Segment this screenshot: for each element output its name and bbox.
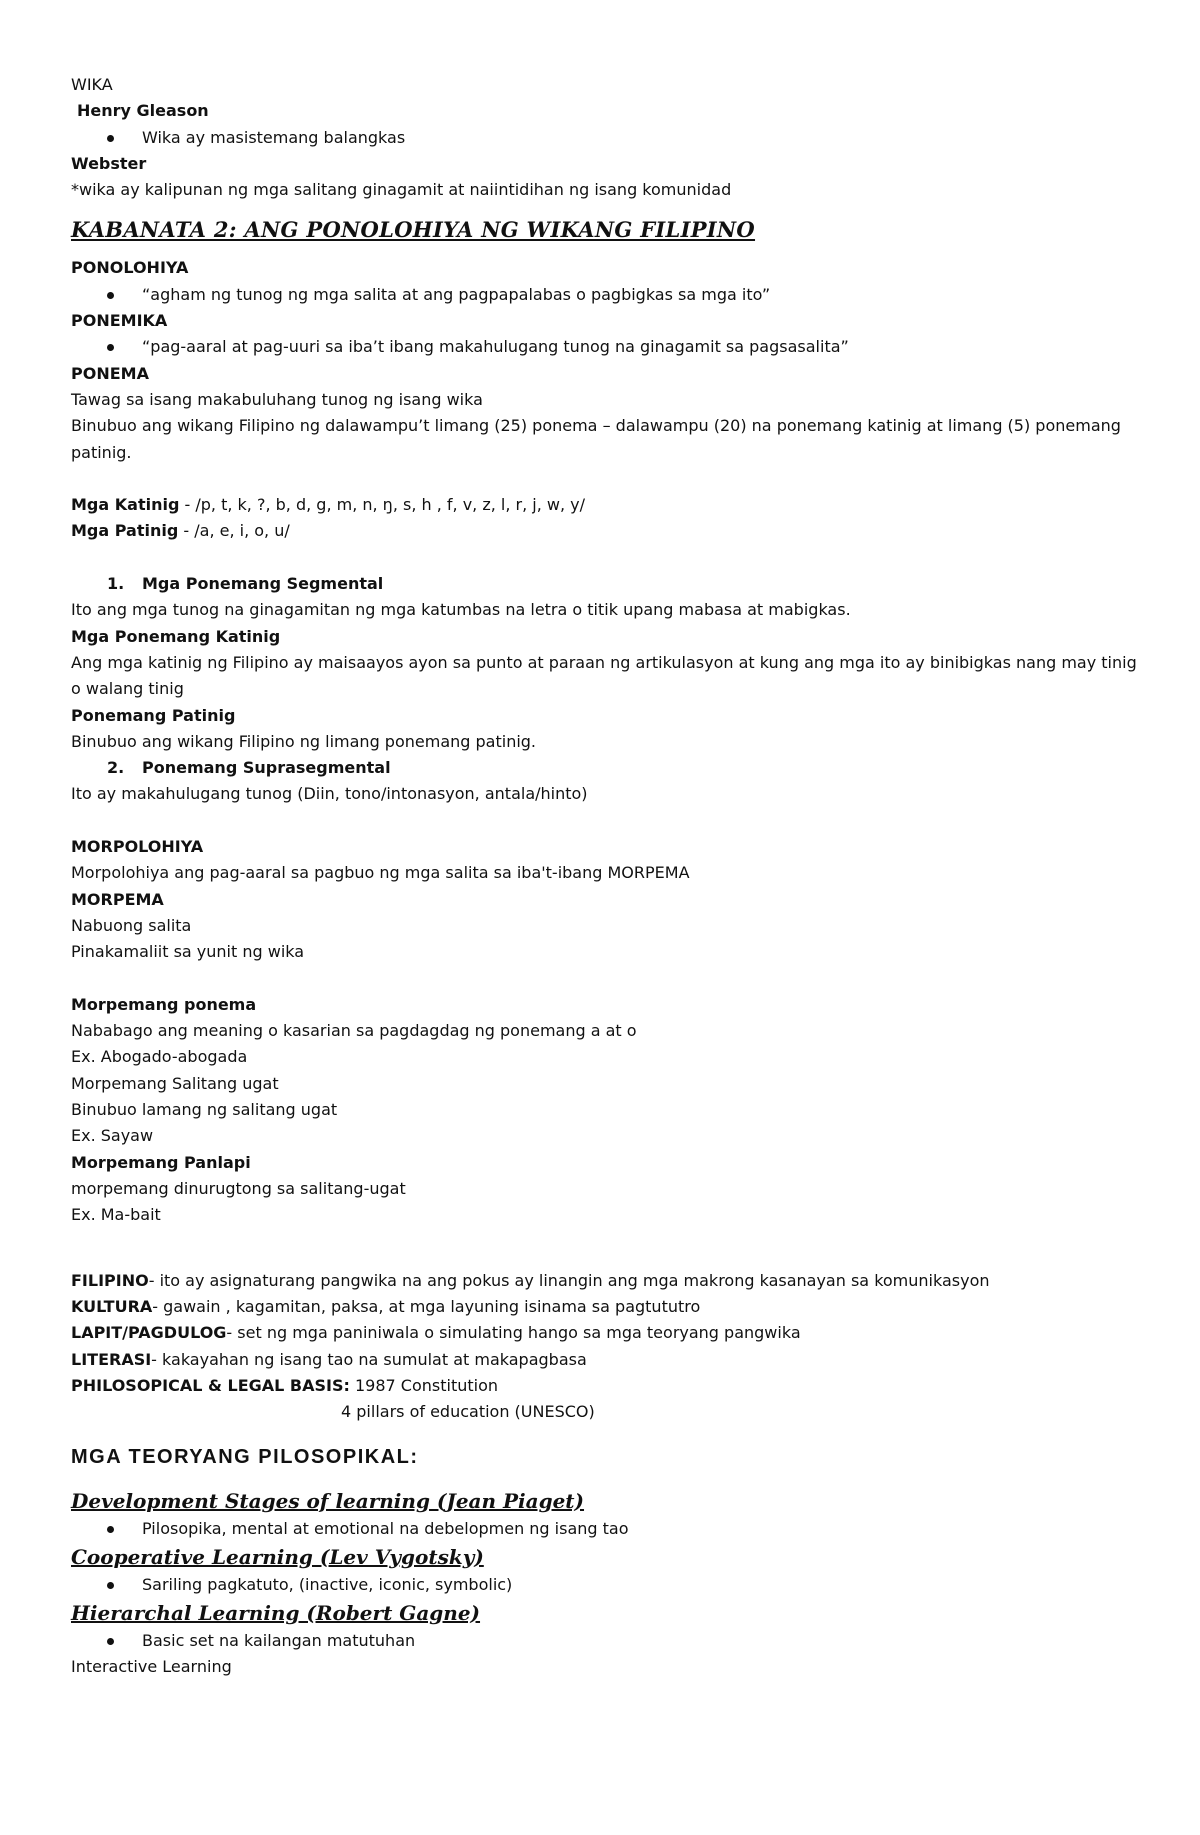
morpemang-ponema-line-7: Ex. Ma-bait	[71, 1205, 161, 1225]
morpolohiya-definition: Morpolohiya ang pag-aaral sa pagbuo ng mga salita sa iba't-ibang MORPEMA	[71, 863, 690, 883]
ponolohiya-definition: “agham ng tunog ng mga salita at ang pagpapalabas o pagbigkas sa mga ito”	[71, 282, 1151, 308]
morpemang-ponema-line-4: Binubuo lamang ng salitang ugat	[71, 1099, 338, 1119]
document-body	[71, 72, 1151, 1681]
suprasegmental-definition: Ito ay makahulugang tunog (Diin, tono/intonasyon, antala/hinto)	[71, 784, 588, 804]
patinig-heading: Ponemang Patinig	[71, 705, 236, 725]
katinig-heading: Mga Ponemang Katinig	[71, 626, 281, 646]
segmental-heading	[71, 571, 1151, 597]
ponema-line-1: Tawag sa isang makabuluhang tunog ng isang wika	[71, 389, 483, 409]
morpolohiya-heading: MORPOLOHIYA	[71, 837, 204, 857]
katinig-definition: Ang mga katinig ng Filipino ay maisaayos ayon sa punto at paraan ng artikulasyon at kung ang mga ito ay binibigkas nang may tinig o walang tinig	[71, 652, 1137, 699]
patinig-value: - /a, e, i, o, u/	[183, 521, 290, 541]
ponema-heading: PONEMA	[71, 363, 149, 383]
definition-term: LITERASI	[71, 1349, 152, 1369]
patinig-line	[71, 518, 1151, 544]
definition-item	[71, 1268, 1151, 1294]
theory-title: Cooperative Learning (Lev Vygotsky)	[71, 1544, 484, 1569]
morpemang-ponema-line-1: Nababago ang meaning o kasarian sa pagdagdag ng ponemang a at o	[71, 1021, 637, 1041]
section-title: MGA TEORYANG PILOSOPIKAL:	[71, 1445, 419, 1468]
morpema-heading: MORPEMA	[71, 889, 164, 909]
patinig-definition: Binubuo ang wikang Filipino ng limang ponemang patinig.	[71, 731, 537, 751]
gleason-bullet: Wika ay masistemang balangkas	[71, 125, 1151, 151]
morpema-line-2: Pinakamaliit sa yunit ng wika	[71, 942, 305, 962]
definition-term: PHILOSOPICAL & LEGAL BASIS:	[71, 1375, 350, 1395]
morpemang-ponema-line-2: Ex. Abogado-abogada	[71, 1047, 248, 1067]
definition-term: LAPIT/PAGDULOG	[71, 1323, 227, 1343]
definition-text: 1987 Constitution	[349, 1375, 499, 1395]
segmental-title: Mga Ponemang Segmental	[142, 574, 384, 594]
segmental-definition: Ito ang mga tunog na ginagamitan ng mga katumbas na letra o titik upang mabasa at mabigkas.	[71, 600, 851, 620]
definition-text: - ito ay asignaturang pangwika na ang pokus ay linangin ang mga makrong kasanayan sa komunikasyon	[148, 1270, 990, 1290]
theory-bullet: Pilosopika, mental at emotional na debelopmen ng isang tao	[71, 1516, 1151, 1542]
ponolohiya-heading: PONOLOHIYA	[71, 258, 189, 278]
definition-term: FILIPINO	[71, 1270, 149, 1290]
gleason-heading: Henry Gleason	[77, 101, 209, 121]
definition-item	[71, 1347, 1151, 1373]
ponemika-heading: PONEMIKA	[71, 311, 168, 331]
theory-bullet: Sariling pagkatuto, (inactive, iconic, symbolic)	[71, 1572, 1151, 1598]
katinig-line	[71, 492, 1151, 518]
definition-item	[71, 1373, 1151, 1399]
morpemang-ponema-line-5: Ex. Sayaw	[71, 1126, 154, 1146]
katinig-label: Mga Katinig	[71, 495, 180, 515]
morpemang-ponema-line-6: morpemang dinurugtong sa salitang-ugat	[71, 1178, 406, 1198]
theory-title: Hierarchal Learning (Robert Gagne)	[71, 1601, 481, 1626]
chapter-title: KABANATA 2: ANG PONOLOHIYA NG WIKANG FILIPINO	[71, 217, 756, 243]
ponemika-definition: “pag-aaral at pag-uuri sa iba’t ibang makahulugang tunog na ginagamit sa pagsasalita”	[71, 334, 1151, 360]
definition-item	[71, 1320, 1151, 1346]
definition-term: KULTURA	[71, 1297, 153, 1317]
last-line: Interactive Learning	[71, 1657, 232, 1677]
katinig-value: - /p, t, k, ?, b, d, g, m, n, ŋ, s, h , f, v, z, l, r, j, w, y/	[184, 495, 586, 515]
wika-heading: WIKA	[71, 75, 113, 94]
patinig-label: Mga Patinig	[71, 521, 179, 541]
definition-text: - gawain , kagamitan, paksa, at mga layuning isinama sa pagtututro	[152, 1297, 701, 1317]
morpema-line-1: Nabuong salita	[71, 915, 192, 935]
theory-title: Development Stages of learning (Jean Piaget)	[71, 1488, 585, 1513]
definition-item	[71, 1294, 1151, 1320]
morpemang-ponema-heading: Morpemang ponema	[71, 994, 257, 1014]
definition-text: - set ng mga paniniwala o simulating hango sa mga teoryang pangwika	[226, 1323, 801, 1343]
suprasegmental-number: 2.	[107, 758, 125, 778]
definition-text: - kakayahan ng isang tao na sumulat at makapagbasa	[151, 1349, 587, 1369]
theory-bullet: Basic set na kailangan matutuhan	[71, 1628, 1151, 1654]
webster-heading: Webster	[71, 153, 147, 173]
webster-definition: *wika ay kalipunan ng mga salitang ginagamit at naiintidihan ng isang komunidad	[71, 180, 732, 200]
panlapi-heading: Morpemang Panlapi	[71, 1152, 251, 1172]
morpemang-ponema-line-3: Morpemang Salitang ugat	[71, 1073, 279, 1093]
segmental-number: 1.	[107, 574, 125, 594]
suprasegmental-heading	[71, 755, 1151, 781]
basis-continuation: 4 pillars of education (UNESCO)	[341, 1402, 595, 1422]
suprasegmental-title: Ponemang Suprasegmental	[142, 758, 391, 778]
ponema-line-2: Binubuo ang wikang Filipino ng dalawampu’t limang (25) ponema – dalawampu (20) na ponemang katinig at limang (5) ponemang patinig.	[71, 416, 1121, 462]
